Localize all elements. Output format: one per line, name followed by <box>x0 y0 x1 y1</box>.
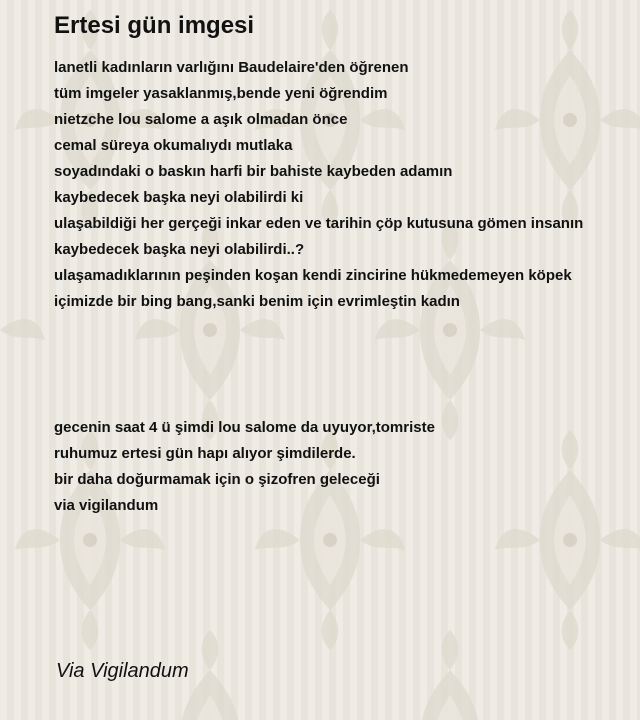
poem-line: cemal süreya okumalıydı mutlaka <box>54 137 293 154</box>
poem-line: tüm imgeler yasaklanmış,bende yeni öğrendim <box>54 85 388 102</box>
poem-title: Ertesi gün imgesi <box>54 12 255 39</box>
poem-line: via vigilandum <box>54 497 159 514</box>
poem-signature: Via Vigilandum <box>56 660 189 682</box>
poem-line: bir daha doğurmamak için o şizofren geleceği <box>54 471 380 488</box>
poem-line: kaybedecek başka neyi olabilirdi..? <box>54 241 305 258</box>
stanza-1 <box>54 55 583 315</box>
poem-line: lanetli kadınların varlığını Baudelaire'den öğrenen <box>54 59 409 76</box>
poem-line: içimizde bir bing bang,sanki benim için evrimleştin kadın <box>54 293 460 310</box>
poem-line: ulaşabildiği her gerçeği inkar eden ve tarihin çöp kutusuna gömen insanın <box>54 215 584 232</box>
poem-line: gecenin saat 4 ü şimdi lou salome da uyuyor,tomriste <box>54 419 435 436</box>
poem-line: ruhumuz ertesi gün hapı alıyor şimdilerde. <box>54 445 356 462</box>
poem-line: soyadındaki o baskın harfi bir bahiste kaybeden adamın <box>54 163 453 180</box>
poem-line: kaybedecek başka neyi olabilirdi ki <box>54 189 304 206</box>
poem-line: nietzche lou salome a aşık olmadan önce <box>54 111 348 128</box>
stanza-2 <box>54 415 435 519</box>
poem-line: ulaşamadıklarının peşinden koşan kendi zincirine hükmedemeyen köpek <box>54 267 572 284</box>
